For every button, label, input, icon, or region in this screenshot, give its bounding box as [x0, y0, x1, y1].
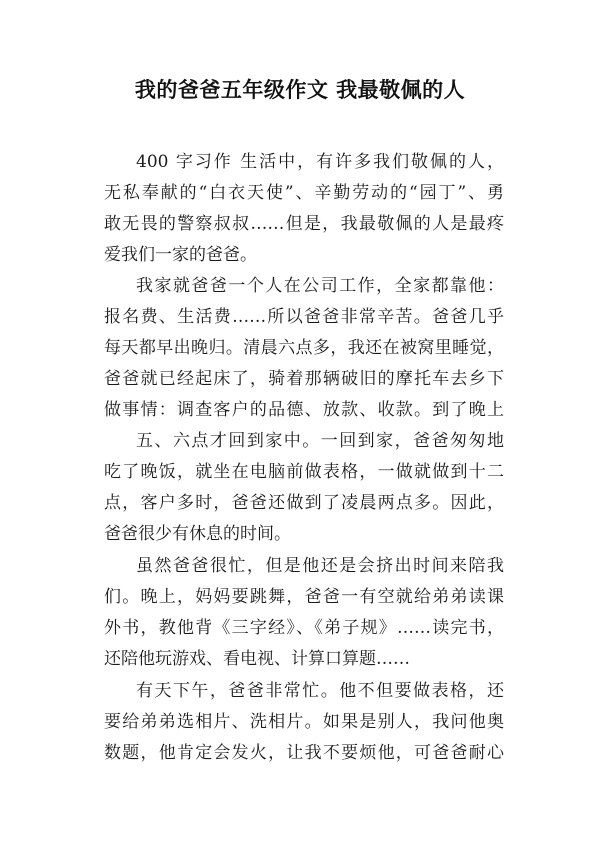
text-line: 数题，他肯定会发火，让我不要烦他，可爸爸耐心: [104, 743, 504, 763]
text-line: 爸爸就已经起床了，骑着那辆破旧的摩托车去乡下: [104, 369, 504, 389]
text-line: 做事情：调查客户的品德、放款、收款。到了晚上: [104, 400, 504, 420]
text-line: 敢无畏的警察叔叔……但是，我最敬佩的人是最疼: [104, 214, 504, 234]
text-line: 无私奉献的“白衣天使”、辛勤劳动的“园丁”、勇: [104, 183, 504, 203]
text-line: 外书，教他背《三字经》、《弟子规》……读完书，: [104, 618, 504, 638]
document-title: 我的爸爸五年级作文 我最敬佩的人: [134, 78, 466, 102]
text-line: 还陪他玩游戏、看电视、计算口算题……: [104, 649, 410, 669]
text-line: 要给弟弟选相片、洗相片。如果是别人，我问他奥: [104, 712, 504, 732]
text-line: 爱我们一家的爸爸。: [104, 245, 257, 265]
text-line: 们。晚上，妈妈要跳舞，爸爸一有空就给弟弟读课: [104, 587, 504, 607]
text-line: 爸爸很少有休息的时间。: [104, 524, 291, 544]
text-line: 点，客户多时，爸爸还做到了凌晨两点多。因此，: [104, 493, 504, 513]
text-line: 每天都早出晚归。清晨六点多，我还在被窝里睡觉，: [104, 338, 504, 358]
text-line: 有天下午，爸爸非常忙。他不但要做表格，还: [136, 681, 504, 701]
text-line: 我家就爸爸一个人在公司工作，全家都靠他：: [136, 276, 504, 296]
text-line: 五、六点才回到家中。一回到家，爸爸匆匆地: [136, 431, 504, 451]
text-line: 400 字习作 生活中，有许多我们敬佩的人，: [136, 152, 504, 172]
text-line: 报名费、生活费……所以爸爸非常辛苦。爸爸几乎: [104, 307, 504, 327]
text-line: 吃了晚饭，就坐在电脑前做表格，一做就做到十二: [104, 462, 504, 482]
text-line: 虽然爸爸很忙，但是他还是会挤出时间来陪我: [136, 556, 504, 576]
